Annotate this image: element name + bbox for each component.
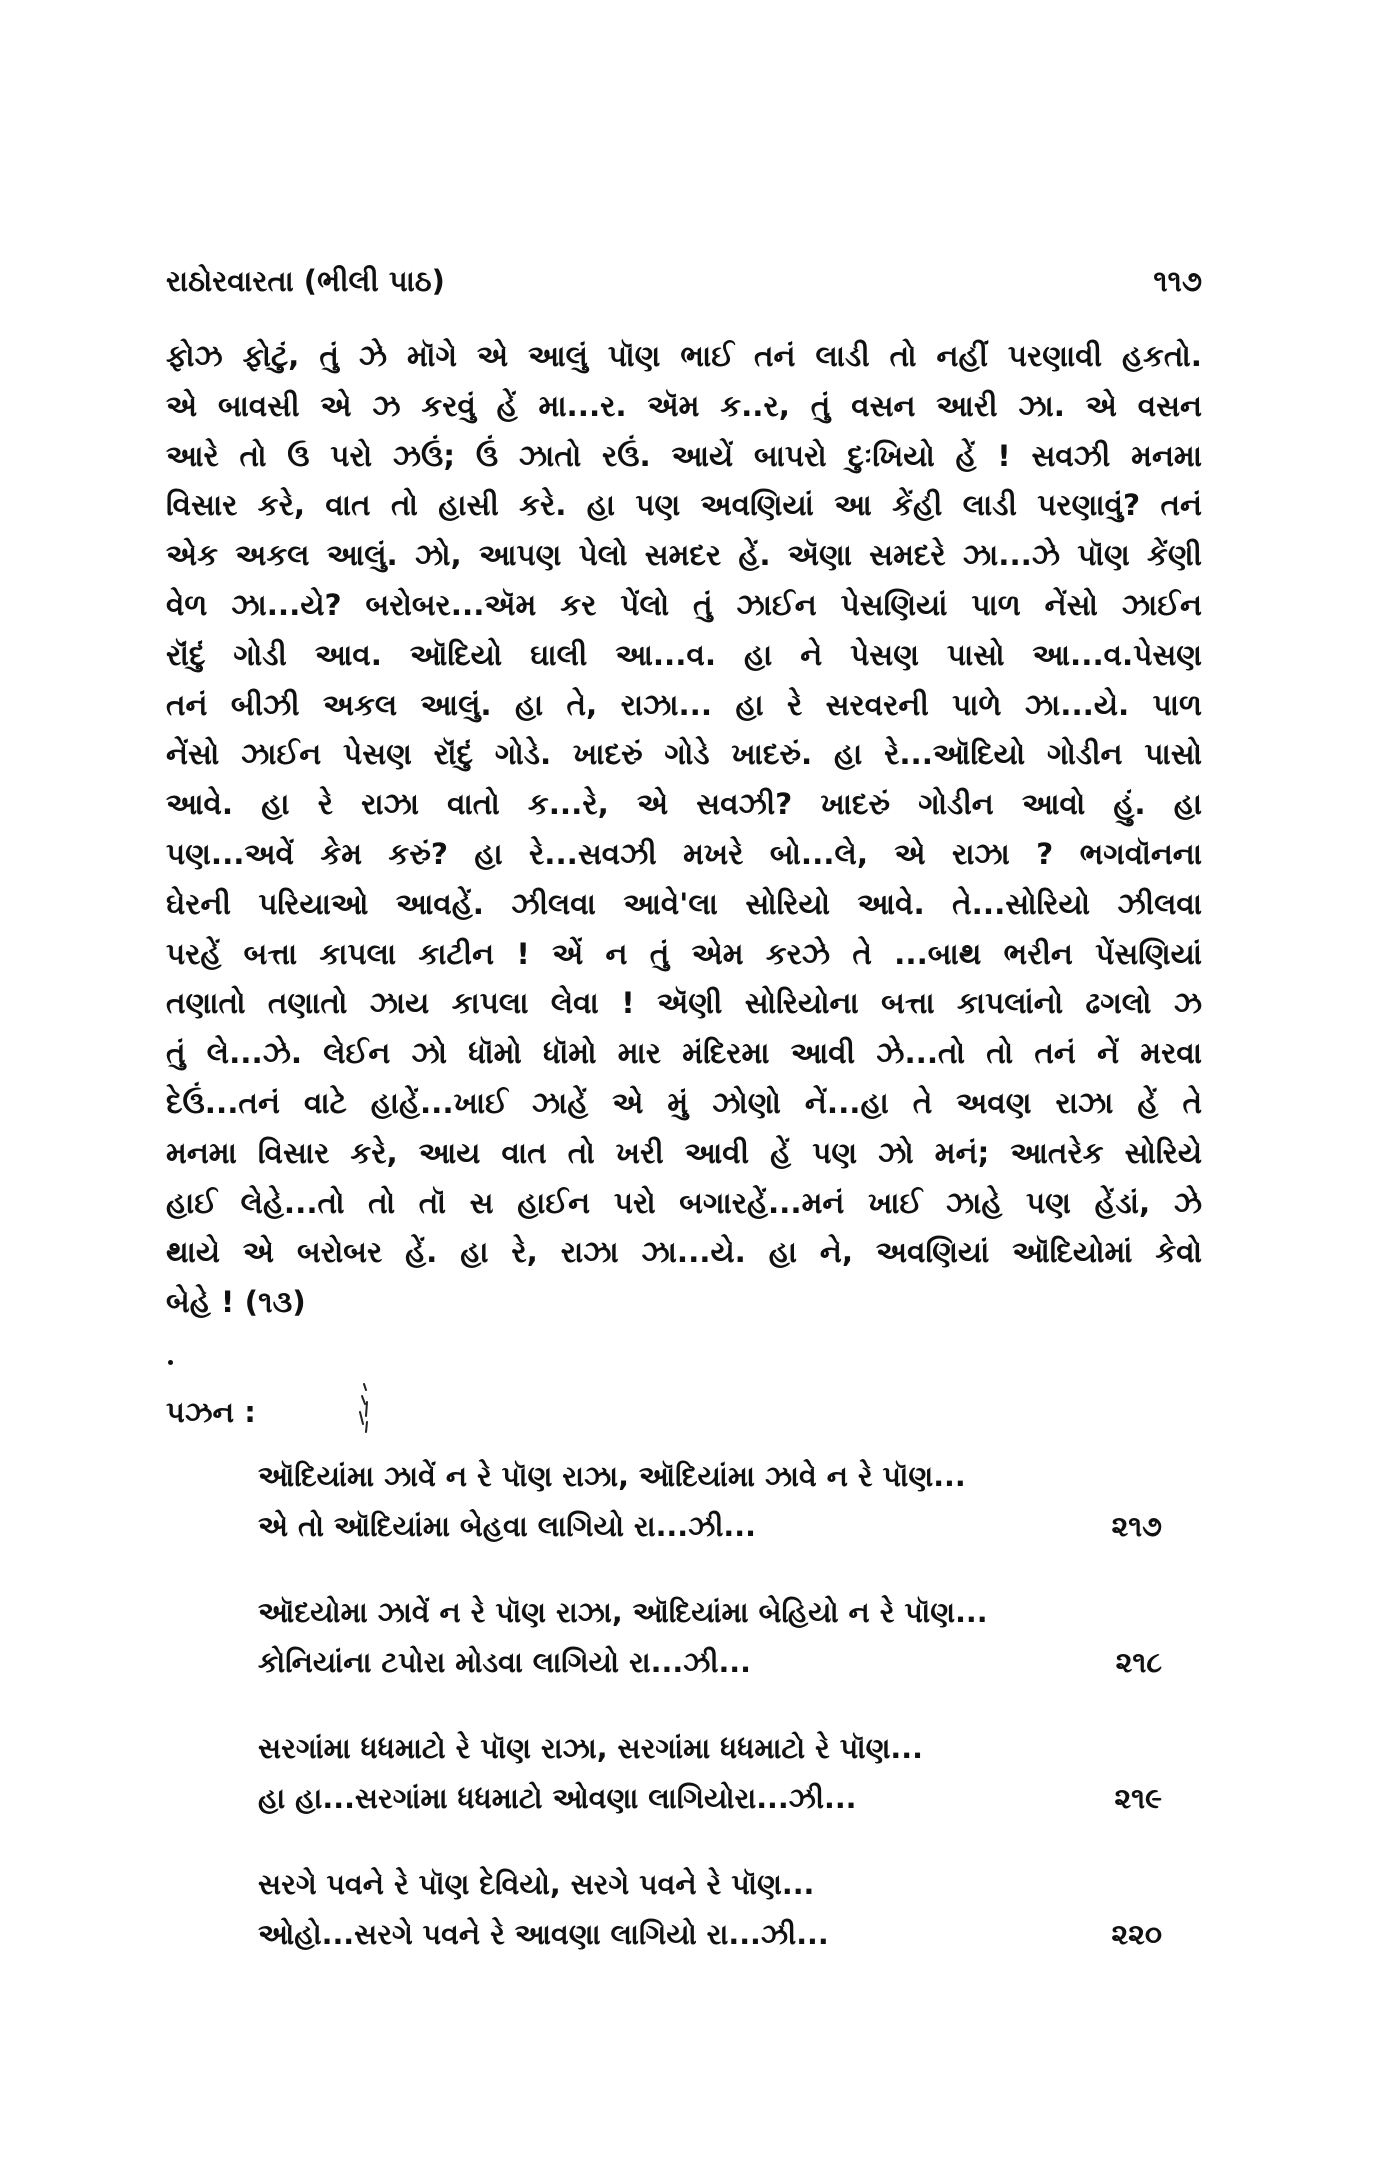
paragraph-line: થાયે એ બરોબર હેં. હા રે, રાઝા ઝા...યે. હા ને, અવણિયાં ઑદિયોમાં કેવો [166, 1235, 1202, 1270]
paragraph-line: રૉંદું ગોડી આવ. ઑદિયો ઘાલી આ...વ. હા ને પેસણ પાસો આ...વ.પેસણ [166, 637, 1202, 672]
paragraph-line: વેળ ઝા...યે? બરોબર...ઍમ કર પેંલો તું ઝાઈન પેસણિયાં પાળ નેંસો ઝાઈન [166, 587, 1202, 622]
verse-stanza [258, 1724, 1162, 1824]
paragraph-line: પણ...અવેં કેમ કરું? હા રે...સવઝી મખરે બો...લે, એ રાઝા ? ભગવૉનના [166, 836, 1202, 871]
paragraph-line: તનં બીઝી અકલ આલું. હા તે, રાઝા... હા રે સરવરની પાળે ઝા...યે. પાળ [166, 687, 1202, 722]
running-title: રાઠોરવારતા (ભીલી પાઠ) [166, 263, 445, 298]
verse-line [258, 1724, 1162, 1774]
pad-label: પઝન : [166, 1395, 256, 1429]
verse-text: ઑદયોમા ઝાવેં ન રે પૉણ રાઝા, ઑદિયાંમા બેહિયો ન રે પૉણ... [258, 1596, 988, 1629]
paragraph-line: આરે તો ઉ પરો ઝઉં; ઉં ઝાતો રઉં. આયેં બાપરો દુઃખિયો હેં ! સવઝી મનમા [166, 438, 1202, 473]
paragraph-line: મનમા વિસાર કરે, આય વાત તો ખરી આવી હેં પણ ઝો મનં; આતરેક સોરિયે [166, 1135, 1202, 1170]
verse-text: ઑદિયાંમા ઝાવેં ન રે પૉણ રાઝા, ઑદિયાંમા ઝાવે ન રે પૉણ... [258, 1460, 966, 1493]
paragraph-line: બેહે ! (૧૩) [166, 1285, 306, 1320]
stray-dot [168, 1360, 173, 1365]
paragraph-line: તું લે...ઝે. લેઈન ઝો ધૉમો ધૉમો માર મંદિરમા આવી ઝે...તો તો તનં નેં મરવા [166, 1036, 1202, 1071]
verse-stanza [258, 1452, 1162, 1552]
verse-block [258, 1452, 1162, 1996]
body-paragraph [166, 332, 1202, 1328]
verse-line [258, 1860, 1162, 1910]
verse-number: ૨૧૭ [1111, 1510, 1162, 1543]
paragraph-line: ઘેરની પરિયાઓ આવહેં. ઝીલવા આવે'લા સોરિયો આવે. તે...સોરિયો ઝીલવા [166, 886, 1202, 921]
verse-text: હા હા...સરગાંમા ધધમાટો ઓવણા લાગિયોરા...ઝી... [258, 1782, 857, 1815]
verse-number: ૨૧૮ [1115, 1646, 1162, 1679]
verse-line [258, 1638, 1162, 1688]
verse-stanza [258, 1588, 1162, 1688]
verse-text: કોનિયાંના ટપોરા મોડવા લાગિયો રા...ઝી... [258, 1646, 751, 1679]
verse-line [258, 1502, 1162, 1552]
verse-text: સરગે પવને રે પૉણ દેવિયો, સરગે પવને રે પૉણ... [258, 1868, 815, 1901]
page-number: ૧૧૭ [1153, 263, 1202, 298]
verse-number: ૨૨૦ [1111, 1918, 1162, 1951]
verse-line [258, 1774, 1162, 1824]
verse-line [258, 1910, 1162, 1960]
verse-stanza [258, 1860, 1162, 1960]
verse-text: સરગાંમા ધધમાટો રે પૉણ રાઝા, સરગાંમા ધધમાટો રે પૉણ... [258, 1732, 923, 1765]
paragraph-line: પરહેં બત્તા કાપલા કાટીન ! એં ન તું એમ કરઝે તે ...બાથ ભરીન પેંસણિયાં [166, 936, 1202, 971]
verse-line [258, 1588, 1162, 1638]
paragraph-line: ફોઝ ફોટું, તું ઝે મૉગે એ આલું પૉણ ભાઈ તનં લાડી તો નહીં પરણાવી હકતો. [166, 339, 1202, 373]
verse-line [258, 1452, 1162, 1502]
paragraph-line: તણાતો તણાતો ઝાય કાપલા લેવા ! ઍણી સોરિયોના બત્તા કાપલાંનો ઢગલો ઝ [166, 986, 1202, 1021]
paragraph-line: નેંસો ઝાઈન પેસણ રૉંદું ગોડે. ખાદરું ગોડે ખાદરું. હા રે...ઑદિયો ગોડીન પાસો [166, 737, 1202, 772]
paragraph-line: હાઈ લેહે...તો તો તૉ સ હાઈન પરો બગારહેં...મનં ખાઈ ઝાહે પણ હેંડાં, ઝે [166, 1185, 1202, 1220]
paragraph-line: એ બાવસી એ ઝ કરવું હેં મા...ર. ઍમ ક..ર, તું વસન આરી ઝા. એ વસન [166, 388, 1202, 423]
verse-text: એ તો ઑદિયાંમા બેહવા લાગિયો રા...ઝી... [258, 1510, 756, 1543]
paragraph-line: એક અકલ આલું. ઝો, આપણ પેલો સમદર હેં. ઍણા સમદરે ઝા...ઝે પૉણ કેંણી [166, 538, 1202, 573]
stray-pen-mark [354, 1382, 374, 1434]
paragraph-line: દેઉં...તનં વાટે હાહેં...ખાઈ ઝાહેં એ મું ઝોણો નેં...હા તે અવણ રાઝા હેં તે [166, 1085, 1202, 1120]
verse-text: ઓહો...સરગે પવને રે આવણા લાગિયો રા...ઝી... [258, 1918, 829, 1951]
paragraph-line: વિસાર કરે, વાત તો હાસી કરે. હા પણ અવણિયાં આ કેંહી લાડી પરણાવું? તનં [166, 488, 1202, 523]
paragraph-line: આવે. હા રે રાઝા વાતો ક...રે, એ સવઝી? ખાદરું ગોડીન આવો હું. હા [166, 787, 1202, 822]
verse-number: ૨૧૯ [1114, 1782, 1162, 1815]
page-header [166, 256, 1202, 306]
